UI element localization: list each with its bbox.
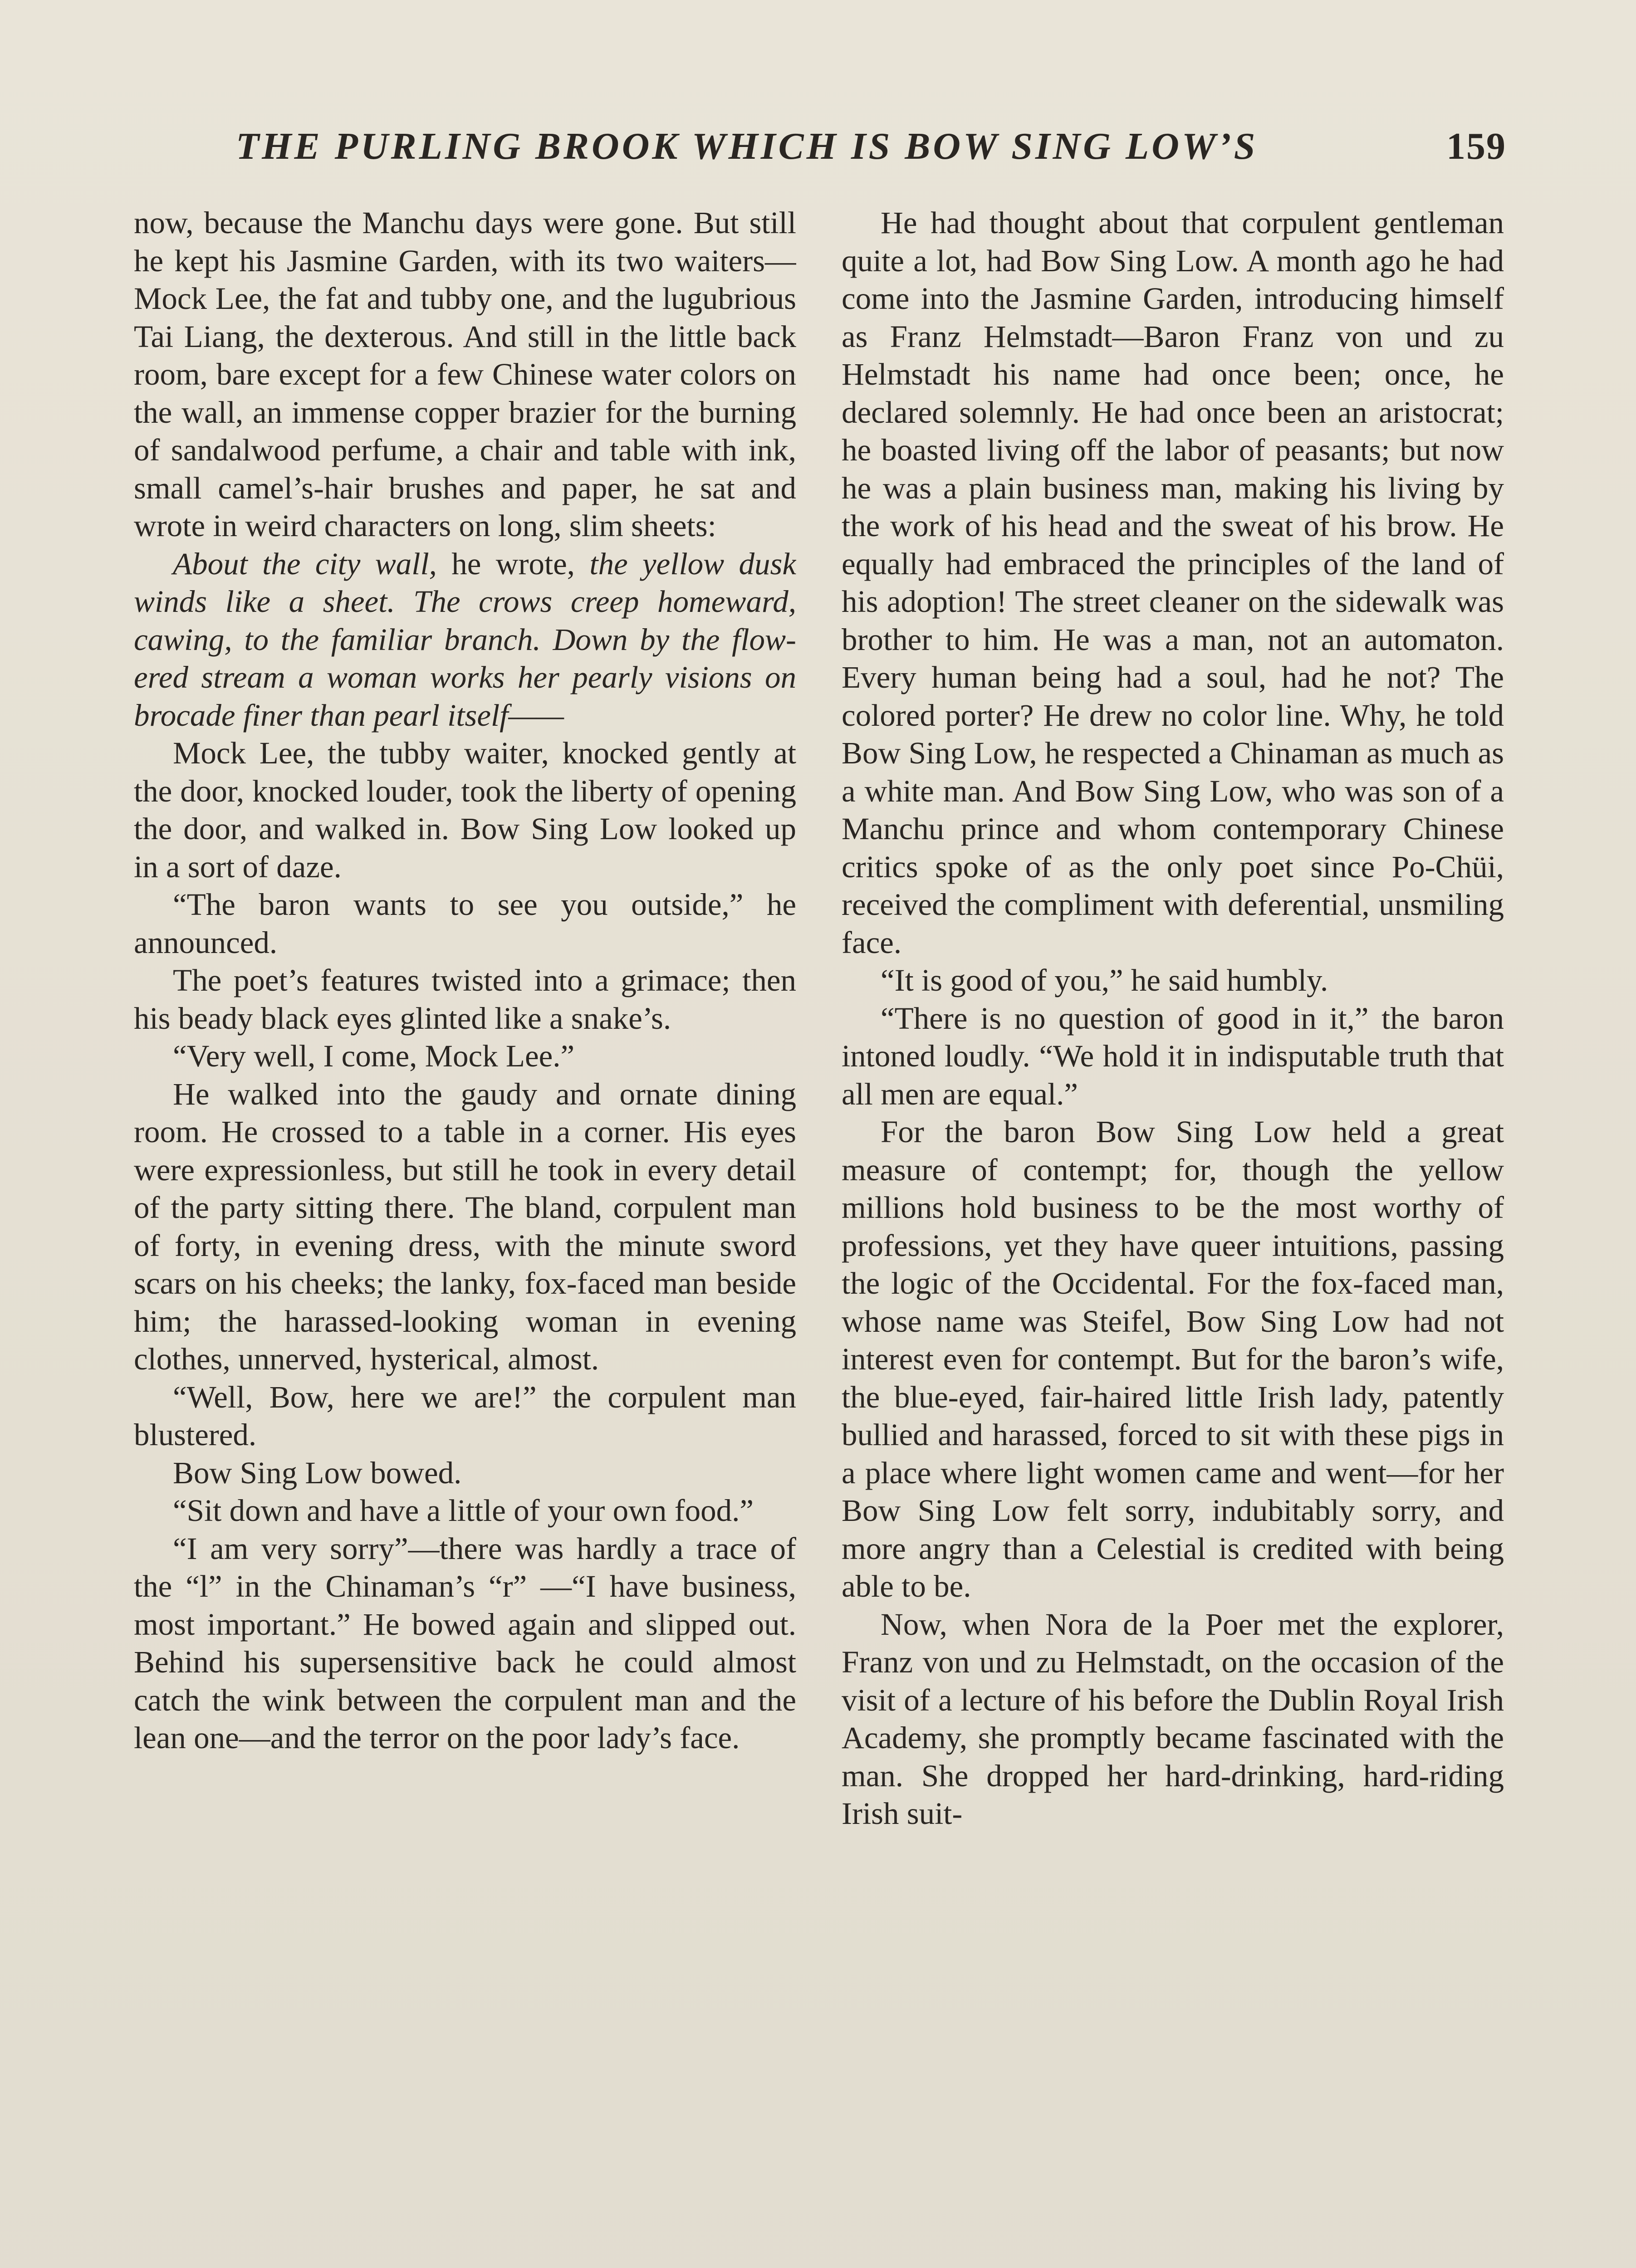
paragraph: now, because the Manchu days were gone. But still he kept his Jasmine Garden, with its two waiters—Mock Lee, the fat and tubby one, and the lugubrious Tai Liang, the dexterous. And still in the little back room, bare except for a few Chinese water colors on the wall, an immense copper brazier for the burning of sandalwood perfume, a chair and table with ink, small camel’s-hair brushes and paper, he sat and wrote in weird characters on long, slim sheets:	[134, 205, 796, 543]
paragraph: Bow Sing Low bowed.	[173, 1455, 462, 1490]
paragraph: He walked into the gaudy and ornate dining room. He crossed to a table in a corner. His eyes were expressionless, but still he took in every detail of the party sitting there. The bland, corpulent man of forty, in evening dress, with the minute sword scars on his cheeks; the lanky, fox-faced man beside him; the harassed-looking woman in evening clothes, unnerved, hysterical, almost.	[134, 1076, 796, 1376]
running-header	[236, 122, 1506, 171]
paragraph: “It is good of you,” he said humbly.	[881, 963, 1328, 997]
paragraph: “I am very sorry”—there was hardly a trace of the “l” in the Chinaman’s “r” —“I have business, most important.” He bowed again and slipped out. Behind his supersensitive back he could almost catch the wink between the corpulent man and the lean one—and the terror on the poor lady’s face.	[134, 1531, 796, 1755]
poem-fragment: the yellow dusk winds like a sheet. The crows creep homeward, cawing, to the familiar branch. Down by the flowered stream a woman works her pearly visions on brocade finer than pearl itself——	[134, 546, 796, 733]
right-column	[842, 204, 1504, 2268]
poem-fragment: About the city wall,	[173, 546, 437, 581]
left-column	[134, 204, 796, 2268]
paragraph: “Very well, I come, Mock Lee.”	[173, 1039, 575, 1073]
paragraph: “Well, Bow, here we are!” the corpulent man blustered.	[134, 1379, 796, 1452]
paragraph: Now, when Nora de la Poer met the explorer, Franz von und zu Helmstadt, on the occasion of the visit of a lecture of his before the Dublin Royal Irish Academy, she promptly became fascinated with the man. She dropped her hard-drinking, hard-riding Irish suit-	[842, 1607, 1504, 1831]
page-number: 159	[1446, 125, 1506, 167]
paragraph: “There is no question of good in it,” the baron intoned loudly. “We hold it in indisputable truth that all men are equal.”	[842, 1001, 1504, 1111]
paragraph: He had thought about that corpulent gentleman quite a lot, had Bow Sing Low. A month ago he had come into the Jasmine Garden, introducing himself as Franz Helmstadt—Baron Franz von und zu Helmstadt his name had once been; once, he declared solemnly. He had once been an aristocrat; he boasted living off the labor of peasants; but now he was a plain business man, making his living by the work of his head and the sweat of his brow. He equally had embraced the principles of the land of his adoption! The street cleaner on the sidewalk was brother to him. He was a man, not an automaton. Every human being had a soul, had he not? The colored porter? He drew no color line. Why, he told Bow Sing Low, he respected a Chinaman as much as a white man. And Bow Sing Low, who was son of a Manchu prince and whom contemporary Chinese critics spoke of as the only poet since Po-Chüi, received the compliment with deferential, unsmiling face.	[842, 205, 1504, 960]
paragraph: “Sit down and have a little of your own food.”	[173, 1493, 754, 1528]
paragraph: Mock Lee, the tubby waiter, knocked gently at the door, knocked louder, took the liberty of opening the door, and walked in. Bow Sing Low looked up in a sort of daze.	[134, 736, 796, 884]
narration-fragment: he wrote,	[436, 546, 590, 581]
paragraph: The poet’s features twisted into a grimace; then his beady black eyes glinted like a snake’s.	[134, 963, 796, 1036]
paragraph: For the baron Bow Sing Low held a great measure of contempt; for, though the yellow millions hold business to be the most worthy of professions, yet they have queer intuitions, passing the logic of the Occidental. For the fox-faced man, whose name was Steifel, Bow Sing Low had not interest even for contempt. But for the baron’s wife, the blue-eyed, fair-haired little Irish lady, patently bullied and harassed, forced to sit with these pigs in a place where light women came and went—for her Bow Sing Low felt sorry, indubitably sorry, and more angry than a Celestial is credited with being able to be.	[842, 1114, 1504, 1603]
poem-paragraph	[134, 545, 796, 735]
paragraph: “The baron wants to see you outside,” he announced.	[134, 887, 796, 960]
running-title: THE PURLING BROOK WHICH IS BOW SING LOW’S	[236, 125, 1258, 167]
